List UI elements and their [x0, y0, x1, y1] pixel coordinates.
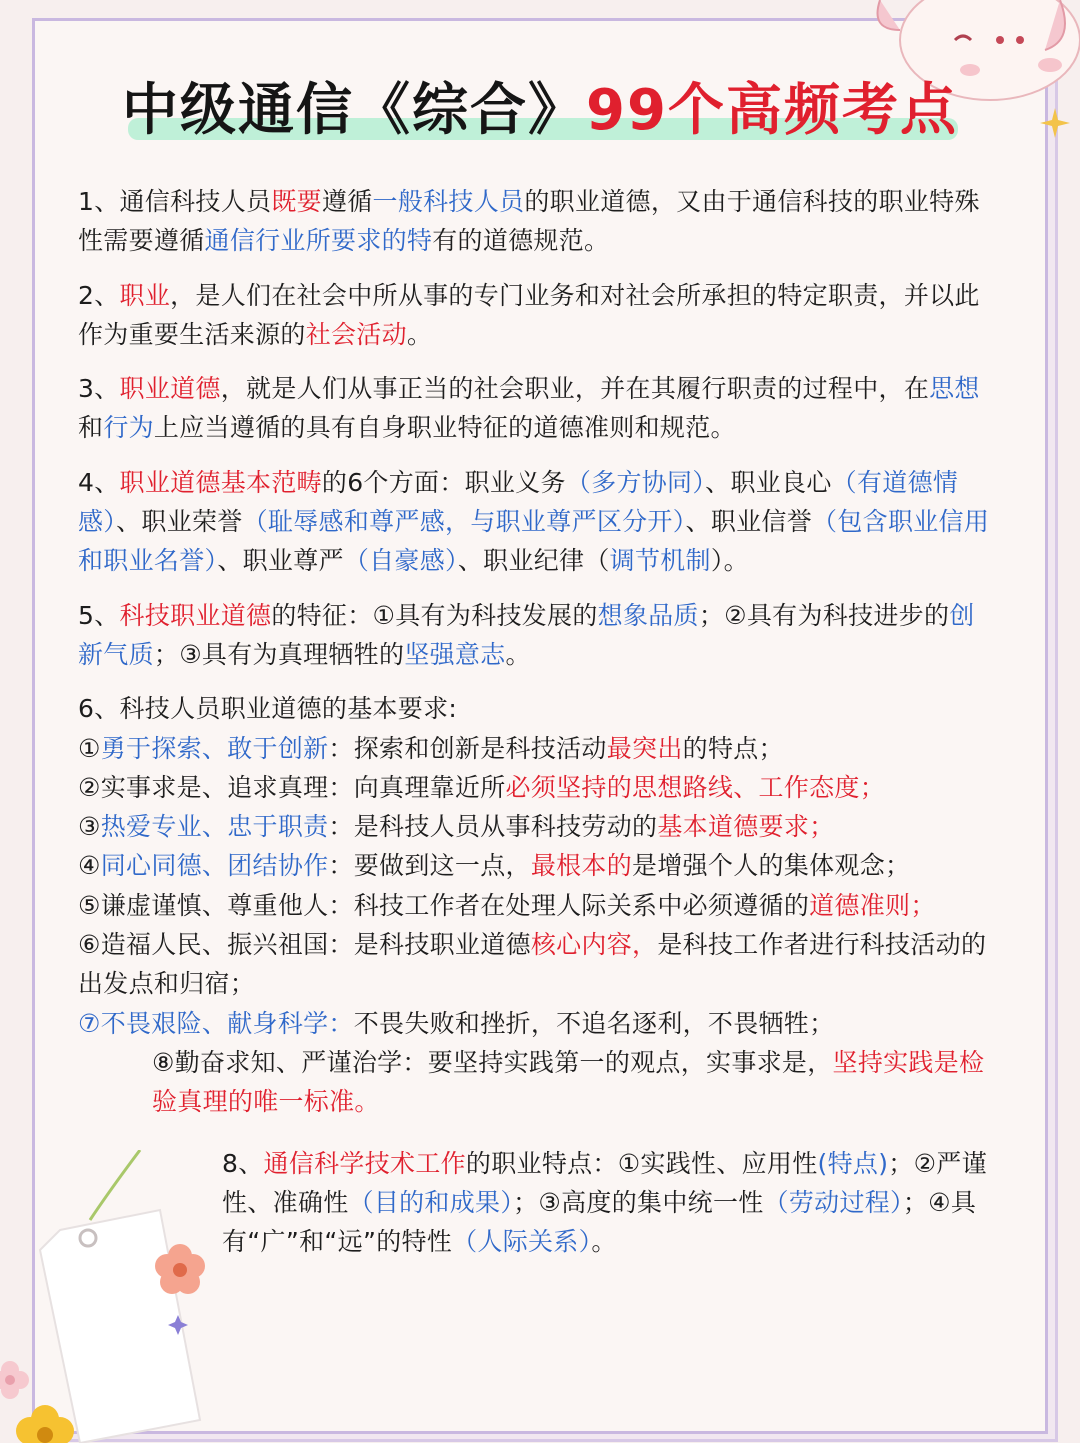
text-run: （劳动过程）	[763, 1187, 903, 1217]
title-main: 中级通信《综合》	[122, 78, 587, 143]
point-2	[78, 276, 990, 355]
text-run: ⑥造福人民、振兴祖国：是科技职业道德	[78, 930, 531, 960]
text-run: 、职业尊严	[217, 546, 344, 576]
text-run: ：探索和创新是科技活动	[328, 733, 607, 763]
text-run: （目的和成果）	[348, 1187, 514, 1217]
point-6-item-1	[78, 729, 990, 768]
text-run: 社会活动	[305, 319, 407, 349]
study-notes	[78, 182, 990, 1261]
text-run: 最根本的	[530, 851, 633, 881]
text-run: 有的道德规范。	[432, 226, 610, 256]
text-run: ③	[78, 812, 101, 842]
text-run: 不畏失败和挫折，不追名逐利，不畏牺牲；	[353, 1008, 835, 1038]
text-run: 。	[406, 319, 433, 349]
point-6-item-8	[78, 1043, 990, 1122]
text-run: ；②严谨性、准确性	[222, 1148, 987, 1217]
text-run: 创新气质	[78, 600, 975, 669]
text-run: 2、	[78, 280, 120, 310]
text-run: 职业	[119, 280, 171, 310]
text-run: ；③具有为真理牺牲的	[153, 639, 405, 669]
flower-icon	[0, 1230, 210, 1443]
text-run: 坚持实践是检验真理的唯一标准。	[152, 1047, 985, 1117]
text-run: 调节机制	[609, 546, 711, 576]
text-run: （包含职业信用和职业名誉）	[78, 507, 990, 576]
text-run: 必须坚持的思想路线、工作态度；	[505, 772, 886, 802]
point-6-item-5	[78, 886, 990, 925]
text-run: 的职业道德，又由于通信科技的职业特殊性需要遵循	[78, 187, 980, 256]
text-run: 最突出	[606, 733, 683, 763]
text-run: 和	[78, 413, 104, 443]
text-run: ；②具有为科技进步的	[698, 600, 950, 630]
text-run: 的职业特点：①实践性、应用性	[465, 1148, 818, 1178]
text-run: ；③高度的集中统一性	[513, 1187, 764, 1217]
text-run: 一般科技人员	[372, 187, 525, 216]
text-run: 8、	[222, 1148, 264, 1178]
text-run: 想象品质	[597, 600, 699, 630]
text-run: 坚强意志	[404, 639, 506, 669]
text-run: 遵循	[321, 187, 373, 216]
text-run: 的特点；	[682, 733, 784, 763]
text-run: 行为	[103, 413, 154, 443]
text-run: 核心内容，	[530, 930, 658, 960]
point-6-item-6	[78, 925, 990, 1004]
text-run: ⑤谦虚谨慎、尊重他人：科技工作者在处理人际关系中必须遵循的	[78, 890, 810, 920]
text-run: ，是人们在社会中所从事的专门业务和对社会所承担的特定职责，并以此作为重要生活来源的	[78, 280, 980, 349]
text-run: （多方协同）	[565, 467, 706, 497]
point-6	[78, 689, 990, 1121]
text-run: 通信行业所要求的特	[204, 226, 433, 256]
text-run: (特点)	[817, 1148, 889, 1178]
text-run: 思想	[929, 374, 980, 404]
text-run: ⑧勤奋求知、严谨治学：要坚持实践第一的观点，实事求是，	[152, 1047, 833, 1077]
page-title	[0, 78, 1080, 148]
point-6-item-7	[78, 1004, 990, 1043]
text-run: 科技职业道德	[119, 600, 272, 630]
text-run: ：要做到这一点，	[328, 851, 531, 881]
text-run: 职业道德基本范畴	[119, 467, 322, 497]
text-run: 、职业荣誉	[116, 507, 243, 537]
point-6-heading: 6、科技人员职业道德的基本要求:	[78, 694, 458, 724]
text-run: 5、	[78, 600, 120, 630]
text-run: 。	[591, 1227, 617, 1257]
text-run: （有道德情感）	[78, 467, 959, 537]
point-1	[78, 182, 990, 261]
point-6-item-4	[78, 846, 990, 885]
text-run: （耻辱感和尊严感，与职业尊严区分开）	[242, 507, 686, 537]
point-6-item-2	[78, 768, 990, 807]
text-run: 。	[505, 639, 531, 669]
text-run: 勇于探索、敢于创新	[100, 733, 329, 763]
text-run: 是增强个人的集体观念；	[632, 851, 911, 881]
text-run: 通信科学技术工作	[263, 1148, 466, 1178]
text-run: 4、	[78, 467, 120, 497]
text-run: ；④具有“广”和“远”的特性	[222, 1187, 977, 1257]
text-run: 的6个方面：职业义务	[321, 467, 566, 497]
point-6-item-3	[78, 807, 990, 846]
text-run: 既要	[271, 187, 322, 216]
point-8	[78, 1144, 990, 1262]
text-run: ①	[78, 733, 101, 763]
text-run: 、职业良心	[705, 467, 832, 497]
text-run: 1、通信科技人员	[78, 187, 272, 216]
point-4	[78, 463, 990, 581]
text-run: 上应当遵循的具有自身职业特征的道德准则和规范。	[153, 413, 736, 443]
point-3	[78, 369, 990, 448]
text-run: ②实事求是、追求真理：向真理靠近所	[78, 772, 506, 802]
text-run: ⑦不畏艰险、献身科学：	[78, 1008, 354, 1038]
text-run: （自豪感）	[343, 546, 458, 576]
text-run: 道德准则；	[809, 890, 936, 920]
text-run: （人际关系）	[452, 1227, 592, 1257]
text-run: ，就是人们从事正当的社会职业，并在其履行职责的过程中，在	[220, 374, 930, 404]
point-5	[78, 596, 990, 675]
text-run: ：是科技人员从事科技劳动的	[328, 812, 658, 842]
text-run: ④	[78, 851, 101, 881]
text-run: 、职业纪律（	[457, 546, 610, 576]
text-run: 热爱专业、忠于职责	[100, 812, 329, 842]
text-run: 同心同德、团结协作	[100, 851, 329, 881]
text-run: 、职业信誉	[685, 507, 813, 537]
text-run: 职业道德	[119, 374, 221, 404]
text-run: ）。	[710, 546, 749, 576]
title-highlight: 99个高频考点	[586, 78, 958, 143]
text-run: 基本道德要求；	[657, 812, 835, 842]
text-run: 的特征：①具有为科技发展的	[271, 600, 598, 630]
text-run: 3、	[78, 374, 120, 404]
text-run: 是科技工作者进行科技活动的出发点和归宿；	[78, 930, 987, 999]
